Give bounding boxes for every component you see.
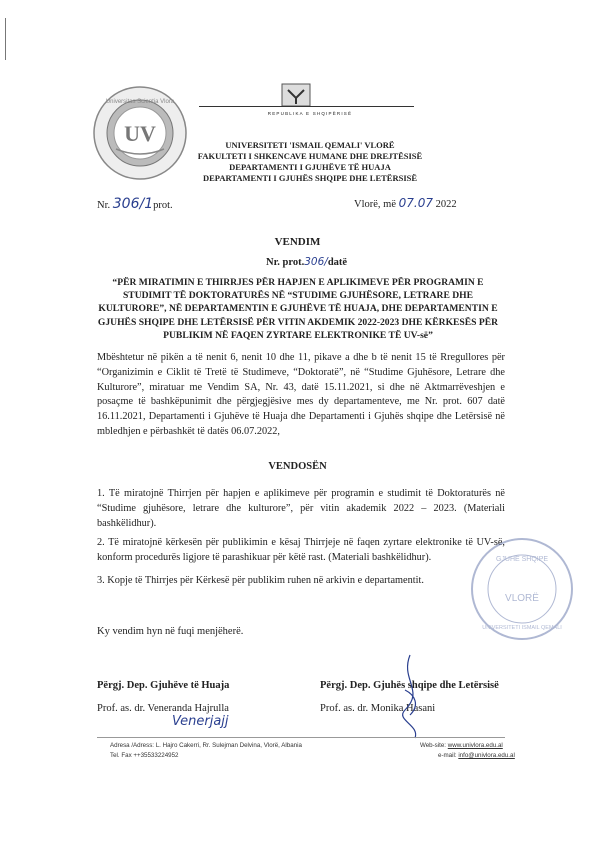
website-link[interactable]: www.univlora.edu.al [447, 742, 503, 749]
legal-basis: Mbështetur në pikën a të nenit 6, nenit 10 dhe 11, pikave a dhe b të nenit 15 të Rregullores për “Organizimin e Ciklit të Tretë të Studimeve, “Doktoratë”, në “Studime Gjuhësore, Letrare dhe Kulturore”, miratuar me Vendim SA, Nr. 43, datë 15.11.2021, si dhe në Aktmarrëveshjen e posaçme të bashkëpunimit dhe përgjegjësive mes dy departamenteve, me Nr. prot. 607 datë 16.11.2021, Departamenti i Gjuhëve të Huaja dhe Departamenti i Gjuhës shqipe dhe Letërsisë në mbledhjen e përbashkët të datës 06.07.2022, [97, 352, 505, 437]
department-foreign-languages: DEPARTAMENTI I GJUHËVE TË HUAJA [229, 162, 391, 172]
email-link[interactable]: info@univlora.edu.al [458, 752, 515, 759]
effect-statement: Ky vendim hyn në fuqi menjëherë. [97, 626, 244, 637]
protocol-line: Nr. prot.306/datë [266, 256, 348, 268]
document-title: VENDIM [274, 236, 321, 248]
signature-left-role: Përgj. Dep. Gjuhëve të Huaja [97, 680, 230, 691]
signature-right-scrawl [380, 650, 440, 740]
footer-email: e-mail: info@univlora.edu.al [438, 752, 515, 759]
footer-rule [97, 737, 505, 738]
logo-ring-text: Universitas Scientia Vlora [105, 99, 175, 105]
document-date: Vlorë, më 07.07 2022 [354, 196, 457, 210]
stamp-city: VLORË [505, 593, 539, 604]
footer-address: Adresa /Adress: L. Hajro Cakerri, Rr. Sulejman Delvina, Vlorë, Albania [110, 742, 302, 749]
footer-tel: Tel. Fax ++35533224952 [110, 752, 179, 759]
republic-text: REPUBLIKA E SHQIPËRISË [267, 111, 353, 116]
header-rule [199, 106, 414, 107]
signature-left-handwritten: Venerjajj [172, 714, 229, 729]
signature-left-name: Prof. as. dr. Veneranda Hajrulla [97, 703, 229, 714]
department-stamp [468, 535, 576, 643]
department-albanian: DEPARTAMENTI I GJUHËS SHQIPE DHE LETËRSISË [202, 173, 418, 183]
item-1: 1. Të miratojnë Thirrjen për hapjen e aplikimeve për programin e studimit të Doktoraturës në “Studime gjuhësore, letrare dhe kulturore”, për vitin akademik 2022 – 2023. (Materiali bashkëlidhur). [97, 488, 505, 529]
signature-right-name: Prof. as. dr. Monika Hasani [320, 703, 436, 714]
university-name: UNIVERSITETI 'ISMAIL QEMALI' VLORË [225, 140, 395, 150]
item-2: 2. Të miratojnë kërkesën për publikimin e kësaj Thirrjeje në faqen zyrtare elektronike të UV-së, konform procedurës ligjore të parashikuar për këtë rast. (Materiali bashkëlidhur). [97, 537, 505, 563]
item-3: 3. Kopje të Thirrjes për Kërkesë për publikim ruhen në arkivin e departamentit. [97, 575, 424, 586]
signature-right-role: Përgj. Dep. Gjuhës shqipe dhe Letërsisë [320, 680, 499, 691]
stamp-bottom-text: UNIVERSITETI ISMAIL QEMALI [482, 625, 562, 631]
footer-website: Web-site: www.univlora.edu.al [420, 742, 503, 749]
decided-heading: VENDOSËN [268, 461, 327, 472]
logo-text: UV [124, 121, 156, 146]
stamp-top-text: GJUHË SHQIPE [495, 556, 549, 563]
margin-mark [5, 18, 6, 60]
protocol-number-handwritten: 306/1 [112, 196, 154, 212]
protocol-number: Nr. 306/1prot. [97, 196, 173, 212]
faculty-name: FAKULTETI I SHKENCAVE HUMANE DHE DREJTËSISË [197, 151, 423, 161]
decision-subject: “PËR MIRATIMIN E THIRRJES PËR HAPJEN E APLIKIMEVE PËR PROGRAMIN E STUDIMIT TË DOKTORATURËS NË “STUDIME GJUHËSORE, LETRARE DHE KULTURORE”, NË DEPARTAMENTIN E GJUHËVE TË HUAJA, DHE DEPARTAMENTIN E GJUHËS SHQIPE DHE LETËRSISË PËR VITIN AKDEMIK 2022-2023 DHE KËRKESËS PËR PUBLIKIM NË FAQEN ZYRTARE ELEKTRONIKE TË UV-së” [97, 277, 499, 341]
date-handwritten: 07.07 [398, 196, 433, 210]
